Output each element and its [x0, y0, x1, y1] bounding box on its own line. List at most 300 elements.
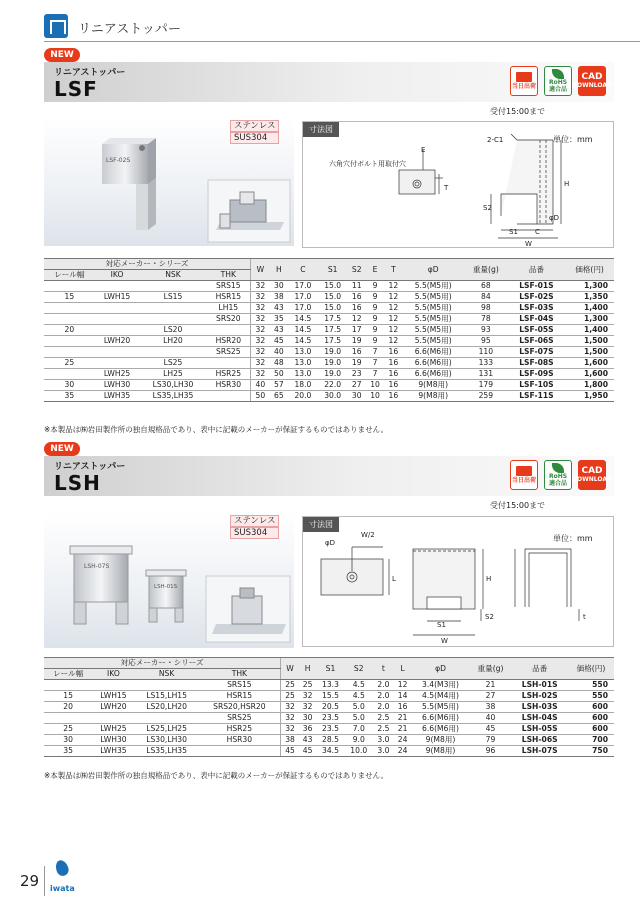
table-cell: LS20 [139, 325, 206, 336]
svg-text:H: H [564, 180, 570, 188]
table-cell: 5.5(M5用) [403, 292, 464, 303]
table-cell: 9(M8用) [403, 391, 464, 402]
table-cell: 12 [384, 281, 402, 292]
svg-text:W: W [441, 637, 448, 645]
table-cell: 5.0 [345, 702, 373, 713]
table-row [44, 292, 614, 303]
diagram-label: 寸法図 [303, 122, 339, 137]
table-cell [44, 713, 92, 724]
cad-download-icon[interactable]: CAD DOWNLOAD [578, 460, 606, 490]
table-cell: LSF-07S [508, 347, 565, 358]
table-row [44, 325, 614, 336]
drop-icon [54, 858, 71, 877]
table-cell: 32 [251, 314, 270, 325]
table-cell [95, 281, 140, 292]
table-cell [139, 303, 206, 314]
table-cell: 18.0 [288, 380, 318, 391]
svg-text:φD: φD [549, 214, 560, 222]
table-cell: LSH-01S [511, 680, 568, 691]
table-cell: 17.0 [288, 292, 318, 303]
table-cell: 45 [470, 724, 512, 735]
table-cell: LH15 [207, 303, 251, 314]
svg-text:六角穴付ボルト用取付穴: 六角穴付ボルト用取付穴 [329, 160, 406, 168]
table-row [44, 347, 614, 358]
table-cell [207, 325, 251, 336]
table-row [44, 303, 614, 314]
table-cell: 32 [251, 281, 270, 292]
table-cell: 19 [348, 358, 366, 369]
table-cell: 550 [568, 691, 614, 702]
table-cell: 16 [348, 292, 366, 303]
table-row [44, 691, 614, 702]
table-cell [139, 281, 206, 292]
table-row [44, 735, 614, 746]
table-cell [95, 325, 140, 336]
svg-text:W: W [525, 240, 532, 248]
table-cell: 1,400 [565, 325, 614, 336]
table-cell: 5.5(M5用) [403, 336, 464, 347]
table-cell: 13.0 [288, 358, 318, 369]
table-cell: 32 [281, 702, 299, 713]
table-cell [44, 314, 95, 325]
table-cell: 32 [251, 292, 270, 303]
table-cell: 19 [348, 336, 366, 347]
table-cell [207, 391, 251, 402]
table-cell: 32 [251, 336, 270, 347]
table-cell: 20 [44, 325, 95, 336]
table-cell: 6.6(M6用) [411, 713, 469, 724]
table-cell: 32 [281, 724, 299, 735]
svg-text:T: T [444, 184, 449, 192]
table-cell: 14.5 [288, 314, 318, 325]
table-cell: 2.5 [373, 713, 394, 724]
table-cell [95, 314, 140, 325]
product-banner-lsh [44, 456, 614, 496]
table-cell: LSH-07S [511, 746, 568, 757]
table-cell: LS15 [139, 292, 206, 303]
table-cell: 15 [44, 691, 92, 702]
table-cell: 43 [270, 303, 288, 314]
table-row [44, 281, 614, 292]
footnote-lsf: ※本製品は㈱岩田製作所の独自規格品であり、表中に記載のメーカーが保証するものではありません。 [44, 425, 389, 434]
svg-text:C: C [535, 228, 540, 236]
table-cell: 30.0 [318, 391, 348, 402]
table-cell: 1,800 [565, 380, 614, 391]
table-cell: 5.5(M5用) [403, 281, 464, 292]
table-cell: LWH20 [92, 702, 134, 713]
table-cell [95, 303, 140, 314]
table-cell: 50 [270, 369, 288, 380]
table-cell: 12 [384, 314, 402, 325]
table-cell: 20.0 [288, 391, 318, 402]
table-cell: LSF-02S [508, 292, 565, 303]
table-cell: 22.0 [318, 380, 348, 391]
table-cell: 16 [384, 347, 402, 358]
table-cell: 35 [270, 314, 288, 325]
table-cell: LWH30 [95, 380, 140, 391]
table-cell: 9(M8用) [403, 380, 464, 391]
table-cell: 40 [470, 713, 512, 724]
table-cell [44, 303, 95, 314]
footer-divider [44, 866, 45, 896]
maker-header: 対応メーカー・シリーズ [44, 658, 281, 669]
table-cell: HSR25 [199, 724, 281, 735]
table-cell: 16 [348, 347, 366, 358]
table-row [44, 680, 614, 691]
table-cell: HSR30 [207, 380, 251, 391]
table-cell: LSH-02S [511, 691, 568, 702]
table-cell: 1,500 [565, 347, 614, 358]
table-cell: LS30,LH30 [139, 380, 206, 391]
table-cell: 4.5 [345, 691, 373, 702]
feature-icons [510, 460, 612, 490]
table-cell: 30 [44, 380, 95, 391]
svg-text:H: H [486, 575, 492, 583]
table-cell: LSH-04S [511, 713, 568, 724]
brand-logo [50, 860, 74, 900]
svg-text:S2: S2 [483, 204, 492, 212]
table-cell: 21 [394, 713, 411, 724]
table-cell: 17.0 [288, 303, 318, 314]
table-cell: 30 [44, 735, 92, 746]
table-cell: 24 [394, 746, 411, 757]
table-cell: 17.5 [318, 314, 348, 325]
table-cell: 4.5(M4用) [411, 691, 469, 702]
table-cell: 110 [464, 347, 508, 358]
table-cell: 27 [470, 691, 512, 702]
table-cell: 10.0 [345, 746, 373, 757]
material-label-lsf: ステンレス SUS304 [230, 120, 279, 144]
table-cell: 1,300 [565, 314, 614, 325]
table-cell: 4.5 [345, 680, 373, 691]
table-cell: LSF-08S [508, 358, 565, 369]
table-cell: 3.0 [373, 735, 394, 746]
table-cell: 14.5 [288, 325, 318, 336]
svg-text:E: E [421, 146, 426, 154]
table-cell: 1,300 [565, 281, 614, 292]
table-cell: 13.3 [316, 680, 344, 691]
table-cell: LWH30 [92, 735, 134, 746]
table-cell: 25 [281, 691, 299, 702]
table-cell: LS35,LH35 [139, 391, 206, 402]
table-cell: 9 [366, 325, 384, 336]
table-row [44, 380, 614, 391]
table-cell: 16 [384, 380, 402, 391]
table-cell: 2.0 [373, 702, 394, 713]
svg-text:LSF-02S: LSF-02S [106, 157, 131, 164]
table-cell: 9(M8用) [411, 746, 469, 757]
table-cell [139, 347, 206, 358]
table-cell: 3.0 [373, 746, 394, 757]
order-cutoff-note: 受付15:00まで [490, 501, 546, 510]
table-cell: 15.5 [316, 691, 344, 702]
table-cell: 133 [464, 358, 508, 369]
table-cell: LS35,LH35 [135, 746, 199, 757]
table-cell: 57 [270, 380, 288, 391]
table-row [44, 746, 614, 757]
table-cell: 5.0 [345, 713, 373, 724]
new-badge: NEW [44, 442, 80, 456]
table-cell: 32 [299, 702, 316, 713]
table-cell: LSF-10S [508, 380, 565, 391]
page-number: 29 [20, 872, 40, 890]
table-cell: 45 [281, 746, 299, 757]
table-cell: 24 [394, 735, 411, 746]
table-cell: 6.6(M6用) [403, 358, 464, 369]
table-cell: 19.0 [318, 347, 348, 358]
diagram-label: 寸法図 [303, 517, 339, 532]
rohs-icon: RoHS 適合品 [544, 460, 572, 490]
table-cell [44, 336, 95, 347]
same-day-shipping-icon: 当日出荷 [510, 66, 538, 96]
table-cell [44, 281, 95, 292]
table-cell: 35 [44, 746, 92, 757]
table-cell: 2.0 [373, 680, 394, 691]
table-cell [44, 369, 95, 380]
table-cell: 19.0 [318, 358, 348, 369]
table-cell: 5.5(M5用) [403, 303, 464, 314]
table-cell: 32 [281, 713, 299, 724]
table-cell: 84 [464, 292, 508, 303]
table-cell: SRS25 [199, 713, 281, 724]
table-cell: 9 [366, 281, 384, 292]
table-cell: 25 [44, 724, 92, 735]
table-cell: HSR30 [199, 735, 281, 746]
table-cell: 32 [251, 369, 270, 380]
table-cell: LSH-05S [511, 724, 568, 735]
table-cell: LSH-06S [511, 735, 568, 746]
feature-icons [510, 66, 612, 96]
table-cell: LSF-11S [508, 391, 565, 402]
category-icon [44, 14, 68, 38]
table-row [44, 369, 614, 380]
table-cell: HSR15 [199, 691, 281, 702]
table-cell: 34.5 [316, 746, 344, 757]
svg-text:L: L [392, 575, 396, 583]
table-cell [135, 713, 199, 724]
table-cell [44, 680, 92, 691]
table-cell: LS25,LH25 [135, 724, 199, 735]
table-row [44, 391, 614, 402]
table-cell: 16 [394, 702, 411, 713]
table-cell: 30 [299, 713, 316, 724]
table-cell: LSF-05S [508, 325, 565, 336]
table-cell [95, 358, 140, 369]
table-cell: 1,600 [565, 369, 614, 380]
table-cell: SRS25 [207, 347, 251, 358]
new-badge: NEW [44, 48, 80, 62]
table-cell [92, 680, 134, 691]
table-cell: 38 [470, 702, 512, 713]
table-cell: LS30,LH30 [135, 735, 199, 746]
table-cell: 93 [464, 325, 508, 336]
lsf-table-body [44, 281, 614, 402]
table-cell: HSR15 [207, 292, 251, 303]
table-cell: 7 [366, 358, 384, 369]
table-cell: 1,400 [565, 303, 614, 314]
table-cell [92, 713, 134, 724]
svg-text:W/2: W/2 [361, 531, 375, 539]
svg-text:S1: S1 [509, 228, 518, 236]
table-cell [44, 347, 95, 358]
table-cell: 32 [251, 358, 270, 369]
table-cell: 32 [251, 325, 270, 336]
footnote-lsh: ※本製品は㈱岩田製作所の独自規格品であり、表中に記載のメーカーが保証するものではありません。 [44, 771, 389, 780]
table-cell: 40 [251, 380, 270, 391]
table-cell: 45 [270, 336, 288, 347]
table-cell: 16 [348, 303, 366, 314]
table-cell: 96 [470, 746, 512, 757]
maker-header: 対応メーカー・シリーズ [44, 259, 251, 270]
table-cell: 600 [568, 724, 614, 735]
table-cell: 68 [464, 281, 508, 292]
table-cell: 7 [366, 369, 384, 380]
table-cell: 19.0 [318, 369, 348, 380]
table-cell: 10 [366, 380, 384, 391]
table-cell: 43 [270, 325, 288, 336]
table-cell [139, 314, 206, 325]
table-cell: HSR20 [207, 336, 251, 347]
table-cell: SRS20,HSR20 [199, 702, 281, 713]
unit-label: 単位：mm [553, 534, 593, 543]
table-cell: 16 [384, 391, 402, 402]
table-cell: 6.6(M6用) [411, 724, 469, 735]
table-cell: LWH15 [92, 691, 134, 702]
table-cell: LS20,LH20 [135, 702, 199, 713]
table-cell: 12 [394, 680, 411, 691]
table-cell: 13.0 [288, 369, 318, 380]
table-cell: 131 [464, 369, 508, 380]
table-cell: 9(M8用) [411, 735, 469, 746]
table-cell: 25 [299, 680, 316, 691]
table-cell: 5.5(M5用) [403, 325, 464, 336]
material-label-lsh: ステンレス SUS304 [230, 515, 279, 539]
svg-text:φD: φD [325, 539, 336, 547]
table-cell: 9 [366, 314, 384, 325]
table-cell: LWH35 [92, 746, 134, 757]
svg-text:LSH-01S: LSH-01S [154, 584, 178, 590]
table-cell: 14.5 [288, 336, 318, 347]
table-cell: 20.5 [316, 702, 344, 713]
table-cell: 1,950 [565, 391, 614, 402]
table-cell: LSH-03S [511, 702, 568, 713]
table-cell: LSF-04S [508, 314, 565, 325]
spec-table-lsf: 対応メーカー・シリーズ W H C S1 S2 E T φD 重量(g) 品番 価格(円) レール幅 IKO NSK THK SRS15 32 30 17.0 15.0 11 9 12 5.5(M5用) 68 LSF-01S 1,300 15 LWH15 LS15 HSR15 32 38 17.0 15.0 16 9 12 5.5(M5用) 84 LSF-02S 1,350 LH15 32 43 17.0 15.0 16 9 12 5.5(M5用) 98 LSF-03S 1,400 SRS20 32 35 14.5 17.5 12 9 12 5.5(M5用) 78 LSF-04S 1,300 20 LS20 32 43 14.5 17.5 17 9 12 5.5(M5用) 93 LSF-05S 1,400 LWH20 LH20 HSR20 32 45 14.5 17.5 19 9 12 5.5(M5用) 95 LSF-06S 1,500 SRS25 32 40 13.0 19.0 16 7 16 6.6(M6用) 110 LSF-07S 1,500 25 LS25 32 48 13.0 19.0 19 7 16 6.6(M6用) 133 LSF-08S 1,600 LWH25 LH25 HSR25 32 50 13.0 19.0 23 7 16 6.6(M6用) 131 LSF-09S 1,600 30 LWH30 LS30,LH30 HSR30 40 57 18.0 22.0 27 10 16 9(M8用) 179 LSF-10S 1,800 35 LWH35 LS35,LH35 50 65 20.0 30.0 30 10 16 9(M8用) 259 LSF-11S 1,950 [44, 258, 614, 402]
table-cell: LWH35 [95, 391, 140, 402]
product-name: LSH [54, 471, 101, 495]
table-cell: 38 [281, 735, 299, 746]
table-cell: 15.0 [318, 281, 348, 292]
table-row [44, 314, 614, 325]
table-cell: 5.5(M5用) [403, 314, 464, 325]
table-cell: 550 [568, 680, 614, 691]
table-cell: 16 [384, 369, 402, 380]
table-cell: 15.0 [318, 292, 348, 303]
table-row [44, 724, 614, 735]
table-cell: 17 [348, 325, 366, 336]
table-cell: 32 [251, 347, 270, 358]
table-cell: 35 [44, 391, 95, 402]
table-cell: 600 [568, 702, 614, 713]
table-cell: 40 [270, 347, 288, 358]
product-name: LSF [54, 77, 98, 101]
table-cell: 6.6(M6用) [403, 369, 464, 380]
table-cell: 15 [44, 292, 95, 303]
table-cell: 25 [44, 358, 95, 369]
table-cell: 12 [384, 325, 402, 336]
table-cell: LWH25 [95, 369, 140, 380]
table-cell: 14 [394, 691, 411, 702]
table-cell: HSR25 [207, 369, 251, 380]
table-cell: 12 [384, 292, 402, 303]
svg-text:2-C1: 2-C1 [487, 136, 504, 144]
table-cell: 13.0 [288, 347, 318, 358]
table-cell: LWH25 [92, 724, 134, 735]
table-cell: LSF-01S [508, 281, 565, 292]
table-cell: 12 [384, 303, 402, 314]
table-cell: 7.0 [345, 724, 373, 735]
table-cell: 78 [464, 314, 508, 325]
table-cell: 27 [348, 380, 366, 391]
table-cell: 6.6(M6用) [403, 347, 464, 358]
product-banner-lsf [44, 62, 614, 102]
table-cell: 30 [270, 281, 288, 292]
table-cell: 23.5 [316, 724, 344, 735]
table-row [44, 358, 614, 369]
table-cell: 1,500 [565, 336, 614, 347]
same-day-shipping-icon: 当日出荷 [510, 460, 538, 490]
table-cell [95, 347, 140, 358]
table-cell: 25 [281, 680, 299, 691]
table-cell: 98 [464, 303, 508, 314]
table-cell: 1,600 [565, 358, 614, 369]
unit-label: 単位：mm [553, 135, 593, 144]
svg-text:LSH-07S: LSH-07S [84, 563, 110, 570]
table-cell: 65 [270, 391, 288, 402]
table-cell: 79 [470, 735, 512, 746]
table-cell [207, 358, 251, 369]
table-cell: LSF-09S [508, 369, 565, 380]
table-cell: 30 [348, 391, 366, 402]
table-cell: 17.5 [318, 325, 348, 336]
table-cell: 48 [270, 358, 288, 369]
table-cell: 7 [366, 347, 384, 358]
table-cell: 23.5 [316, 713, 344, 724]
svg-text:t: t [583, 613, 586, 621]
order-cutoff-note: 受付15:00まで [490, 107, 546, 116]
brand-wordmark: iwata [50, 884, 75, 893]
table-cell: LH20 [139, 336, 206, 347]
product-subtitle: リニアストッパー [54, 68, 126, 78]
table-cell: 11 [348, 281, 366, 292]
table-cell: 16 [384, 358, 402, 369]
svg-text:S2: S2 [485, 613, 494, 621]
table-cell: SRS20 [207, 314, 251, 325]
table-row [44, 702, 614, 713]
dimension-diagram-lsf [302, 121, 614, 248]
table-cell: 32 [251, 303, 270, 314]
table-cell: 750 [568, 746, 614, 757]
table-cell: 1,350 [565, 292, 614, 303]
table-row [44, 713, 614, 724]
table-cell: 2.5 [373, 724, 394, 735]
table-cell: 10 [366, 391, 384, 402]
product-subtitle: リニアストッパー [54, 462, 126, 472]
cad-download-icon[interactable]: CAD DOWNLOAD [578, 66, 606, 96]
table-cell: 5.5(M5用) [411, 702, 469, 713]
table-cell: LWH15 [95, 292, 140, 303]
table-cell: 21 [394, 724, 411, 735]
